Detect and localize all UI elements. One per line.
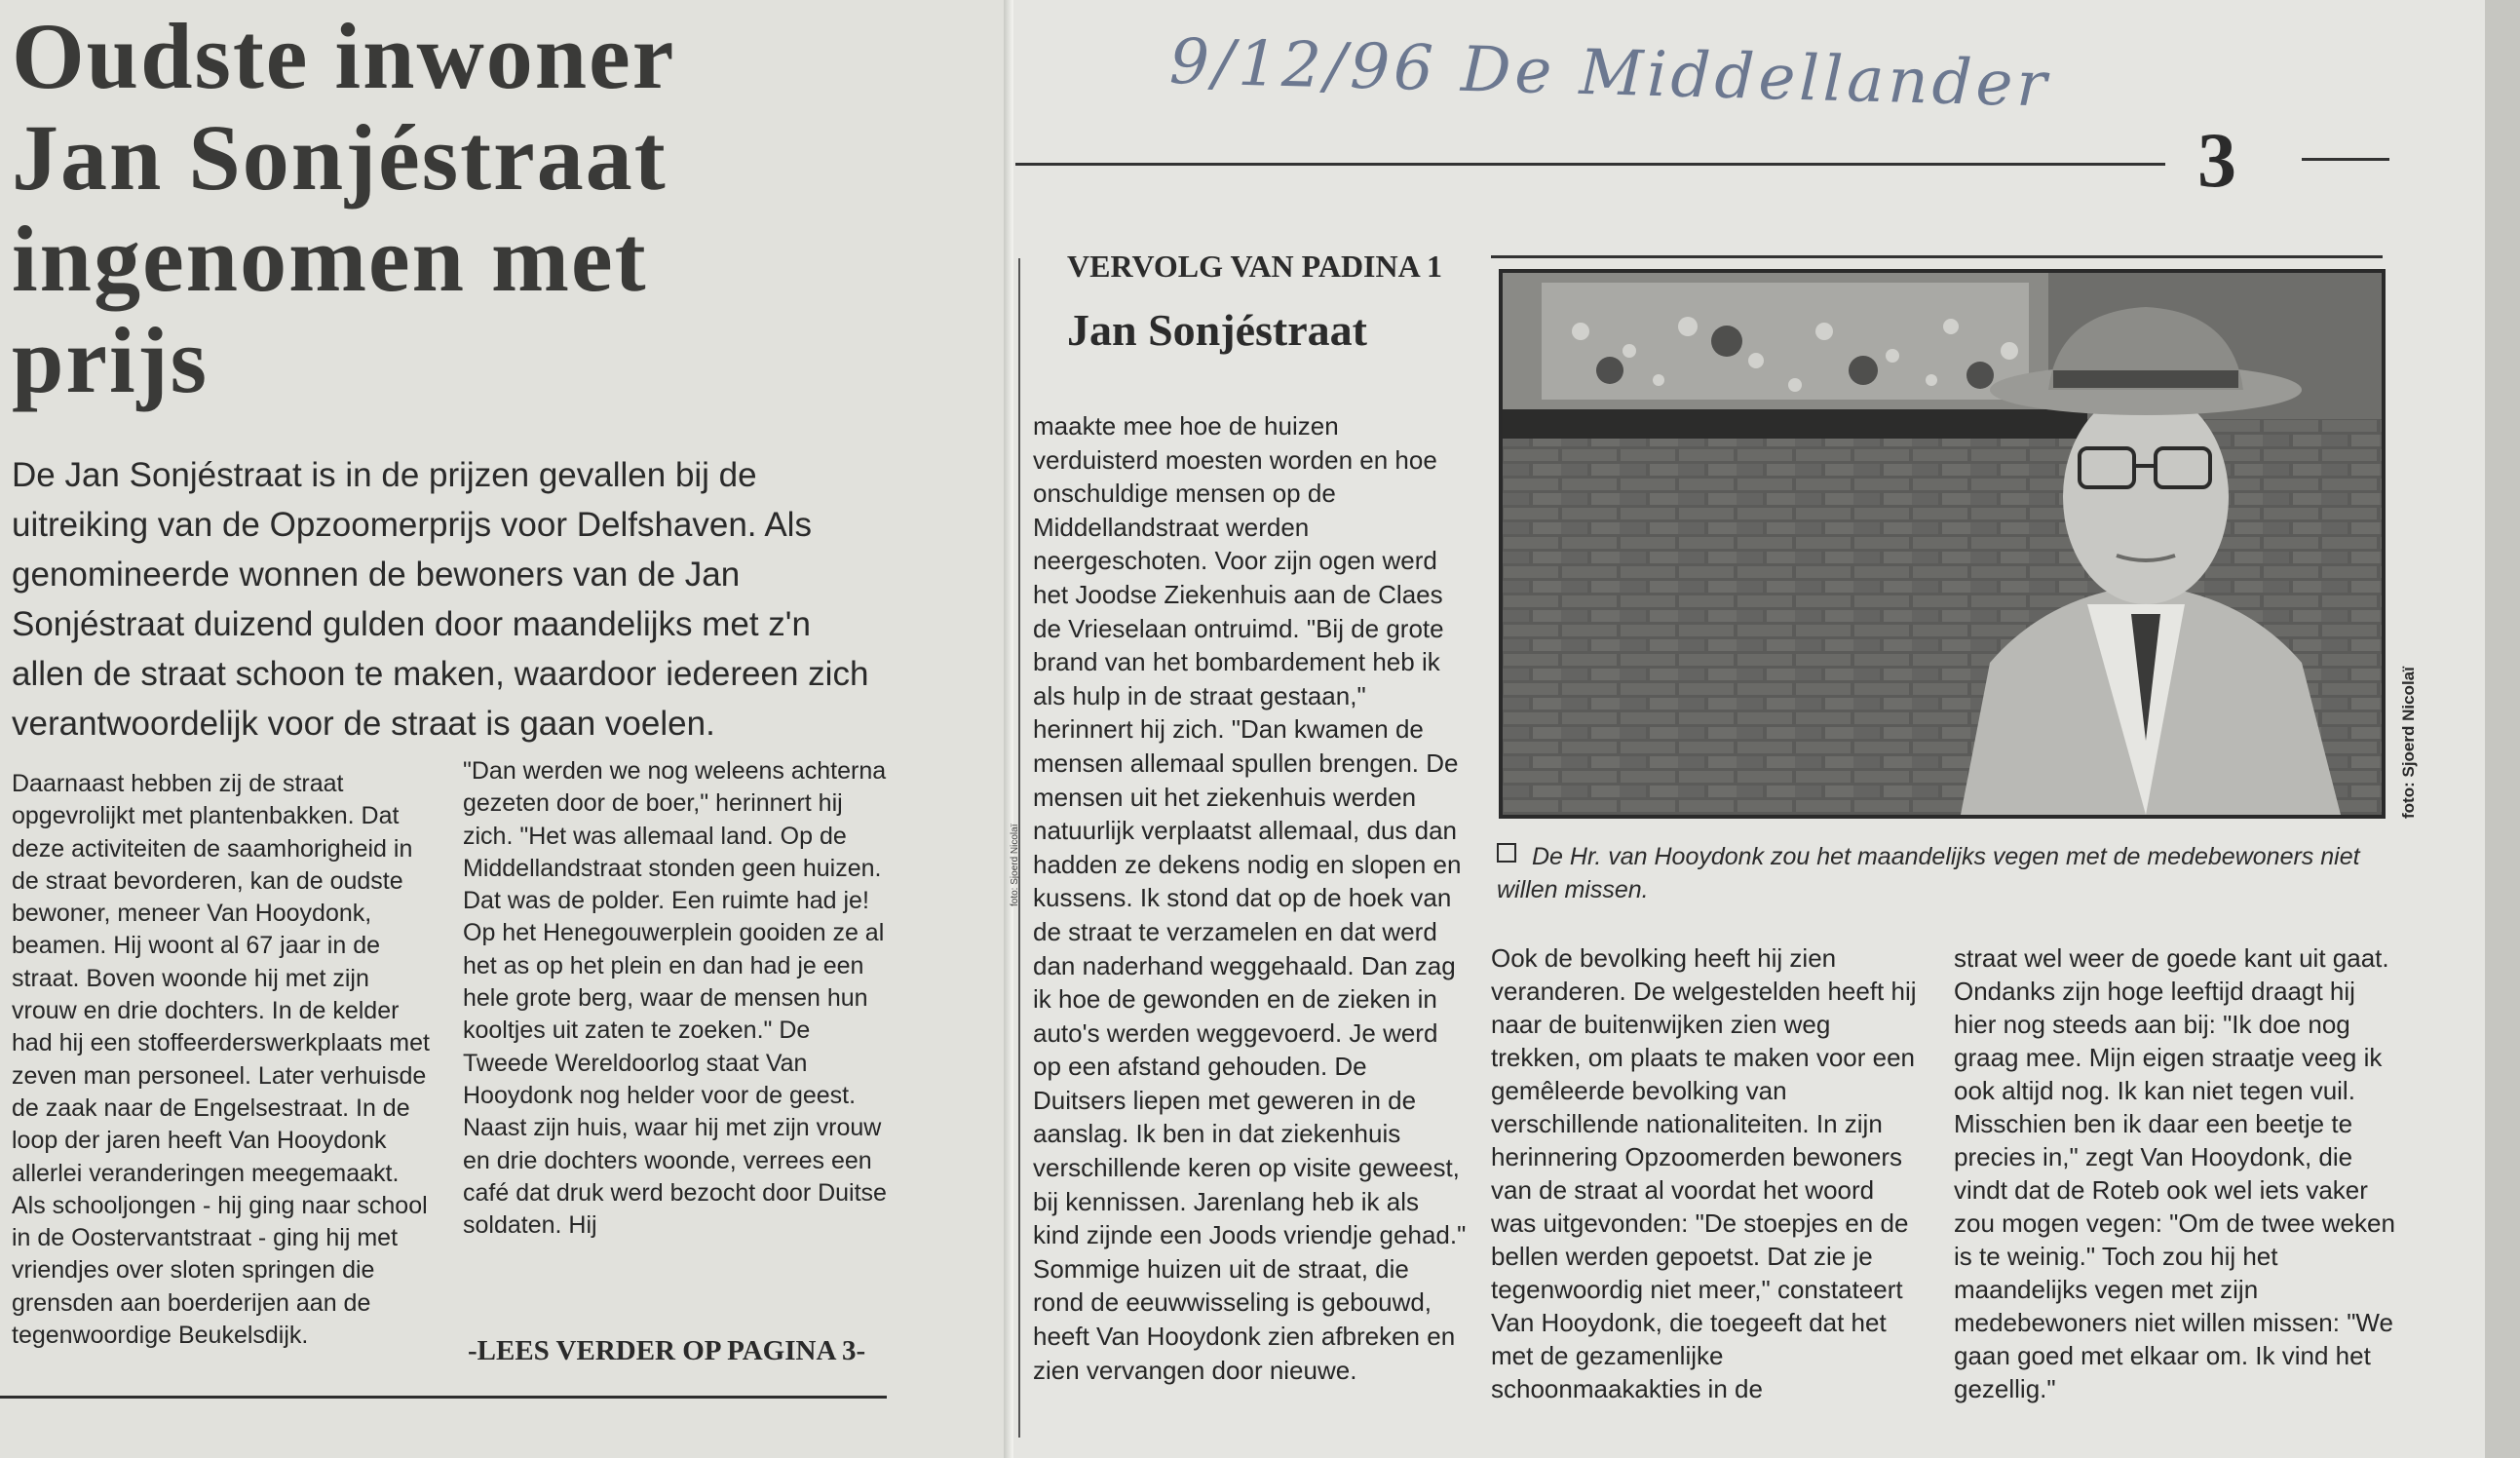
page-header-rule-right (2302, 158, 2389, 161)
page-header-rule (1015, 163, 2165, 166)
portrait-photo (1499, 269, 2386, 819)
lead-paragraph: De Jan Sonjéstraat is in de prijzen gevallen bij de uitreiking van de Opzoomerprijs voor Delfshaven. Als genomineerde wonnen de bewoners van de Jan Sonjéstraat duizend gulden door maandelijks met z'n allen de straat schoon te maken, waardoor iedereen zich verantwoordelijk voor de straat is gaan voelen. (12, 456, 869, 743)
sheet-shadow (2485, 0, 2520, 1458)
handwritten-date-source: 9/12/96 De Middellander (1168, 25, 2051, 122)
continued-kicker: VERVOLG VAN PADINA 1 (1067, 249, 1442, 284)
headline (12, 6, 986, 411)
headline-line-1: Oudste inwoner (12, 4, 676, 108)
side-credit: foto: Sjoerd Nicolaï (1010, 824, 1020, 906)
photo-top-rule (1491, 255, 2383, 258)
photo-caption (1497, 840, 2403, 906)
caption-box-icon (1497, 843, 1516, 863)
page-number: 3 (2197, 118, 2236, 204)
headline-line-3: ingenomen met (12, 207, 648, 311)
subhead: Jan Sonjéstraat (1067, 305, 1367, 355)
left-body-column-1: Daarnaast hebben zij de straat opgevrolijkt met plantenbakken. Dat deze activiteiten de saamhorigheid in de straat bevorderen, kan de oudste bewoner, meneer Van Hooydonk, beamen. Hij woont al 67 jaar in de straat. Boven woonde hij met zijn vrouw en drie dochters. In de kelder had hij een stoffeerderswerkplaats met zeven man personeel. Later verhuisde de zaak naar de Engelsestraat. In de loop der jaren heeft Van Hooydonk allerlei veranderingen meegemaakt. Als schooljongen - hij ging naar school in de Oostervantstraat - ging hij met vriendjes over sloten springen die grensden aan boerderijen aan de tegenwoordige Beukelsdijk. (12, 770, 430, 1350)
caption-text: De Hr. van Hooydonk zou het maandelijks vegen met de medebewoners niet willen missen. (1497, 843, 2360, 903)
left-clipping (0, 0, 1013, 1458)
continued-on-page: -LEES VERDER OP PAGINA 3- (468, 1335, 866, 1366)
right-body-column-2: Ook de bevolking heeft hij zien veranderen. De welgestelden heeft hij naar de buitenwijken zien weg trekken, om plaats te maken voor een gemêleerde bevolking van verschillende nationaliteiten. In zijn herinnering Opzoomerden bewoners van de straat al voordat het woord was uitgevonden: "De stoepjes en de bellen werden gepoetst. Dat zie je tegenwoordig niet meer," constateert Van Hooydonk, die toegeeft dat het met de gezamenlijke schoonmaakakties in de (1491, 943, 1917, 1403)
headline-line-2: Jan Sonjéstraat (12, 105, 668, 210)
right-body-column-1: maakte mee hoe de huizen verduisterd moesten worden en hoe onschuldige mensen op de Middellandstraat werden neergeschoten. Voor zijn ogen werd het Joodse Ziekenhuis aan de Claes de Vrieselaan ontruimd. "Bij de grote brand van het bombardement heb ik als hulp in de straat gestaan," herinnert hij zich. "Dan kwamen de mensen allemaal spullen brengen. De mensen uit het ziekenhuis werden natuurlijk verplaatst allemaal, dus dan hadden ze dekens nodig en slopen en kussens. Ik stond dat op de hoek van de straat te verzamelen en dat werd dan naderhand weggehaald. Dan zag ik hoe de gewonden en de zieken in auto's werden weggevoerd. Je werd op een afstand gehouden. De Duitsers liepen met geweren in de aanslag. Ik ben in dat ziekenhuis verschillende keren op visite geweest, bij kennissen. Jarenlang heb ik als kind zijnde een Joods vriendje gehad." Sommige huizen uit de straat, die rond de eeuwwisseling is gebouwd, heeft Van Hooydonk zien afbreken en zien vervangen door nieuwe. (1033, 411, 1467, 1385)
bottom-rule (0, 1396, 887, 1399)
headline-line-4: prijs (12, 308, 209, 412)
photo-credit: foto: Sjoerd Nicolaï (2399, 667, 2418, 819)
portrait-illustration (1503, 273, 2382, 815)
left-body-column-2: "Dan werden we nog weleens achterna gezeten door de boer," herinnert hij zich. "Het was allemaal land. Op de Middellandstraat stonden geen huizen. Dat was de polder. Een ruimte had je! Op het Henegouwerplein gooiden ze al het as op het plein en dan had je een hele grote berg, waar de mensen hun kooltjes uit zaten te zoeken." De Tweede Wereldoorlog staat Van Hooydonk nog helder voor de geest. Naast zijn huis, waar hij met zijn vrouw en drie dochters woonde, verrees een café dat druk werd bezocht door Duitse soldaten. Hij (463, 757, 887, 1240)
right-body-column-3: straat wel weer de goede kant uit gaat. Ondanks zijn hoge leeftijd draagt hij hier nog steeds aan bij: "Ik doe nog graag mee. Mijn eigen straatje veeg ik ook altijd nog. Ik kan niet tegen vuil. Misschien ben ik daar een beetje te precies in," zegt Van Hooydonk, die vindt dat de Roteb ook wel iets vaker zou mogen vegen: "Om de twee weken is te weinig." Toch zou hij het maandelijks vegen met zijn medebewoners niet willen missen: "We gaan goed met elkaar om. Ik vind het gezellig." (1954, 943, 2395, 1403)
